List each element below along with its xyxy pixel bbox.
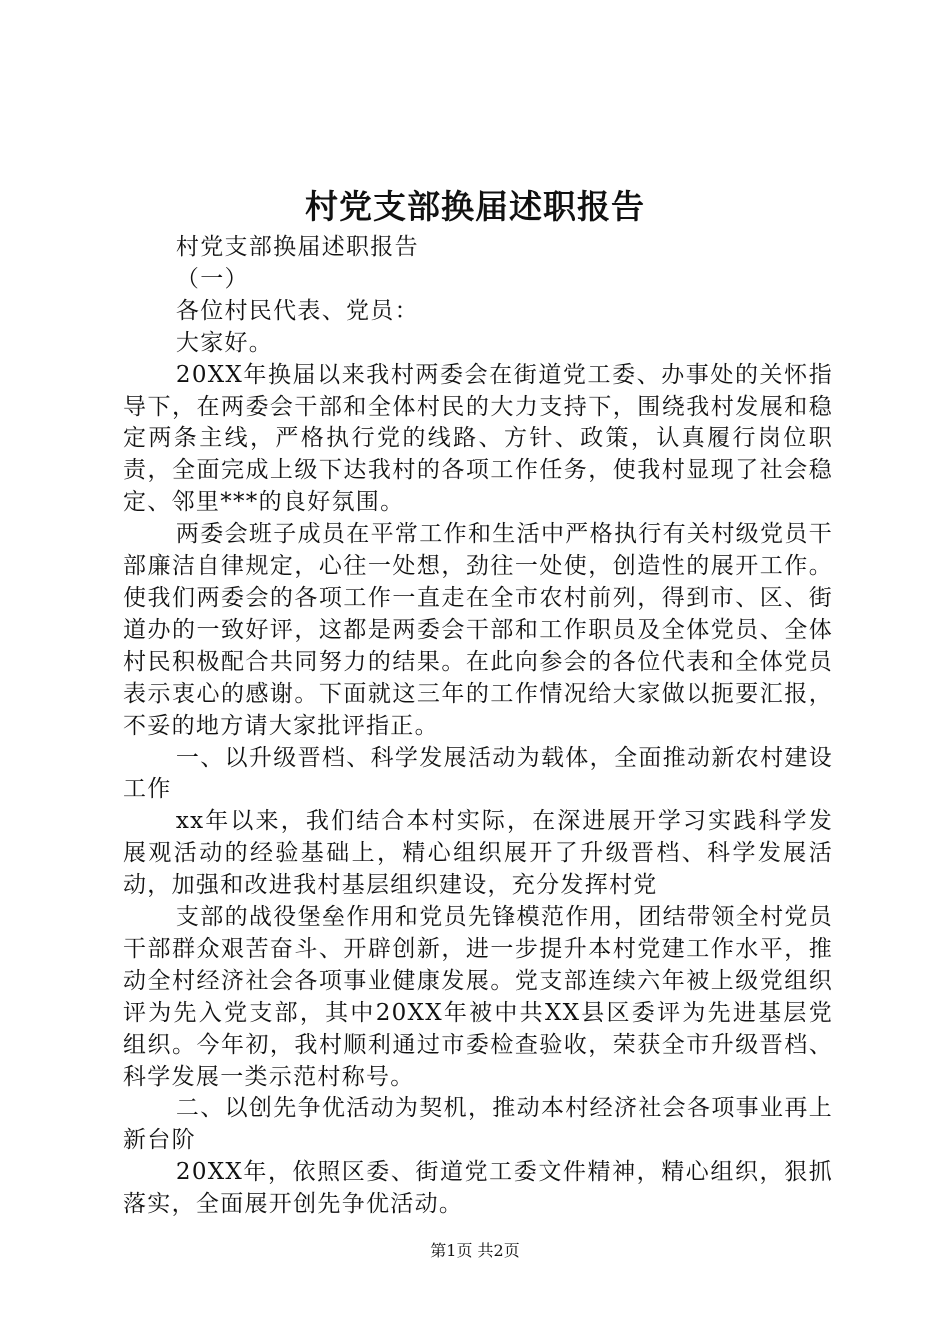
paragraph: 20XX年换届以来我村两委会在街道党工委、办事处的关怀指导下，在两委会干部和全体村民的大力支持下，围绕我村发展和稳定两条主线，严格执行党的线路、方针、政策，认真履行岗位职责，全面完成上级下达我村的各项工作任务，使我村显现了社会稳定、邻里***的良好氛围。	[123, 361, 833, 516]
paragraph: 20XX年，依照区委、街道党工委文件精神，精心组织，狠抓落实，全面展开创先争优活动。	[123, 1159, 833, 1218]
section-heading: 二、以创先争优活动为契机，推动本村经济社会各项事业再上新台阶	[123, 1095, 833, 1154]
section-marker: （一）	[175, 265, 249, 292]
paragraph: 两委会班子成员在平常工作和生活中严格执行有关村级党员干部廉洁自律规定，心往一处想，劲往一处使，创造性的展开工作。使我们两委会的各项工作一直走在全市农村前列，得到市、区、街道办的一致好评，这都是两委会干部和工作职员及全体党员、全体村民积极配合共同努力的结果。在此向参会的各位代表和全体党员表示衷心的感谢。下面就这三年的工作情况给大家做以扼要汇报，不妥的地方请大家批评指正。	[123, 521, 833, 739]
page-number: 第1页 共2页	[430, 1241, 520, 1260]
greeting: 大家好。	[175, 329, 274, 356]
paragraph: xx年以来，我们结合本村实际，在深进展开学习实践科学发展观活动的经验基础上，精心组织展开了升级晋档、科学发展活动，加强和改进我村基层组织建设，充分发挥村党	[123, 808, 833, 899]
document-body	[123, 232, 833, 1221]
section-heading: 一、以升级晋档、科学发展活动为载体，全面推动新农村建设工作	[123, 744, 833, 803]
paragraph: 支部的战役堡垒作用和党员先锋模范作用，团结带领全村党员干部群众艰苦奋斗、开辟创新，进一步提升本村党建工作水平，推动全村经济社会各项事业健康发展。党支部连续六年被上级党组织评为先入党支部，其中20XX年被中共XX县区委评为先进基层党组织。今年初，我村顺利通过市委检查验收，荣获全市升级晋档、科学发展一类示范村称号。	[123, 904, 833, 1090]
subtitle-line: 村党支部换届述职报告	[175, 234, 419, 260]
salutation: 各位村民代表、党员：	[175, 297, 419, 324]
document-title: 村党支部换届述职报告	[305, 187, 645, 226]
